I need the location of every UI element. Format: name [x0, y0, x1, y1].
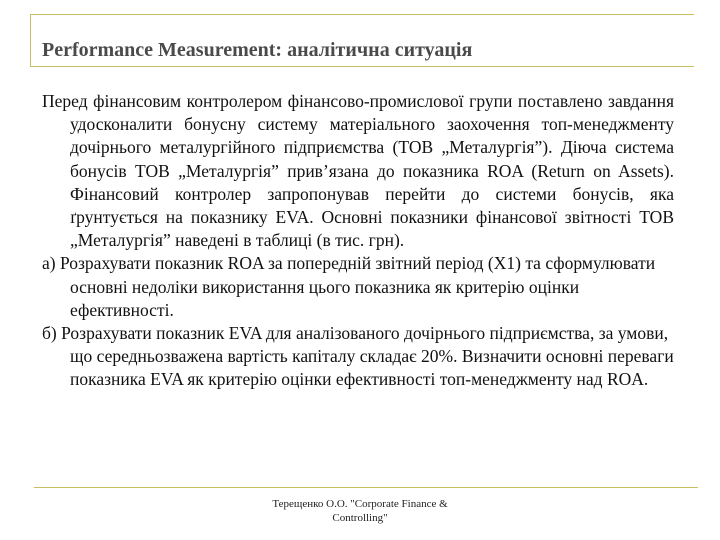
footer-citation — [240, 497, 480, 525]
task-b-paragraph: б) Розрахувати показник EVA для аналізованого дочірнього підприємства, за умови, що середньозважена вартість капіталу складає 20%. Визначити основні переваги показника EVA як критерію оцінки ефективності топ-менеджменту над ROA. — [42, 323, 674, 390]
footer-line-1: Терещенко О.О. "Corporate Finance & — [272, 498, 448, 510]
slide-body — [42, 90, 674, 392]
intro-paragraph: Перед фінансовим контролером фінансово-промислової групи поставлено завдання удосконалити бонусну систему матеріального заохочення топ-менеджменту дочірнього металургійного підприємства (ТОВ „Металургія”). Діюча система бонусів ТОВ „Металургія” прив’язана до показника ROA (Return on Assets). Фінансовий контролер запропонував перейти до системи бонусів, яка ґрунтується на показнику EVA. Основні показники фінансової звітності ТОВ „Металургія” наведені в таблиці (в тис. грн). — [42, 91, 674, 251]
footer-line-2: Controlling" — [332, 512, 388, 524]
title-underline — [30, 66, 694, 67]
footer-divider — [34, 487, 698, 488]
task-a-paragraph: а) Розрахувати показник ROA за попередній звітний період (Х1) та сформулювати основні недоліки використання цього показника як критерію оцінки ефективності. — [42, 253, 656, 320]
slide-title: Performance Measurement: аналітична ситуація — [42, 39, 473, 61]
top-border-line — [30, 14, 694, 15]
left-border-line — [30, 14, 31, 66]
